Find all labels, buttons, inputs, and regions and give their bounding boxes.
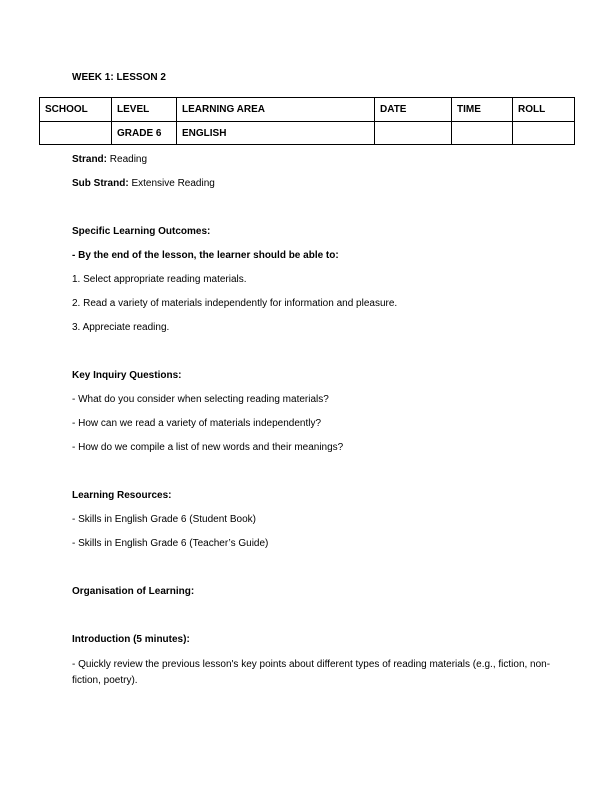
table-row [40,122,575,145]
introduction-text: - Quickly review the previous lesson's key points about different types of reading materials (e.g., fiction, non-fiction, poetry). [72,659,551,686]
strand-value: Reading [109,154,148,165]
inquiry-item: - What do you consider when selecting reading materials? [72,394,329,405]
sub-strand-value: Extensive Reading [131,178,215,189]
outcome-item: 1. Select appropriate reading materials. [72,274,247,285]
table-header-row [40,98,575,122]
table-header-cell: DATE [375,98,452,122]
sub-strand-line [72,177,552,191]
week-lesson-title: WEEK 1: LESSON 2 [72,72,166,83]
introduction-heading: Introduction (5 minutes): [72,634,190,645]
sub-strand-label: Sub Strand: [72,178,129,189]
table-cell-date [375,122,452,145]
outcomes-intro: - By the end of the lesson, the learner should be able to: [72,250,339,261]
table-cell-school [40,122,112,145]
inquiry-item: - How can we read a variety of materials independently? [72,418,322,429]
inquiry-item: - How do we compile a list of new words and their meanings? [72,442,344,453]
outcomes-heading: Specific Learning Outcomes: [72,226,211,237]
inquiry-heading: Key Inquiry Questions: [72,370,182,381]
table-header-cell: LEVEL [112,98,177,122]
lesson-content [72,153,552,689]
strand-label: Strand: [72,154,107,165]
strand-line [72,153,552,167]
table-header-cell: ROLL [513,98,575,122]
resource-item: - Skills in English Grade 6 (Teacher’s Guide) [72,538,269,549]
table-cell-time [452,122,513,145]
lesson-info-table [39,97,575,145]
table-header-cell: LEARNING AREA [177,98,375,122]
outcome-item: 2. Read a variety of materials independently for information and pleasure. [72,298,398,309]
resources-heading: Learning Resources: [72,490,172,501]
table-cell-roll [513,122,575,145]
outcome-item: 3. Appreciate reading. [72,322,170,333]
table-cell-level: GRADE 6 [112,122,177,145]
table-header-cell: SCHOOL [40,98,112,122]
resource-item: - Skills in English Grade 6 (Student Book) [72,514,256,525]
organisation-heading: Organisation of Learning: [72,586,195,597]
table-header-cell: TIME [452,98,513,122]
table-cell-learning-area: ENGLISH [177,122,375,145]
